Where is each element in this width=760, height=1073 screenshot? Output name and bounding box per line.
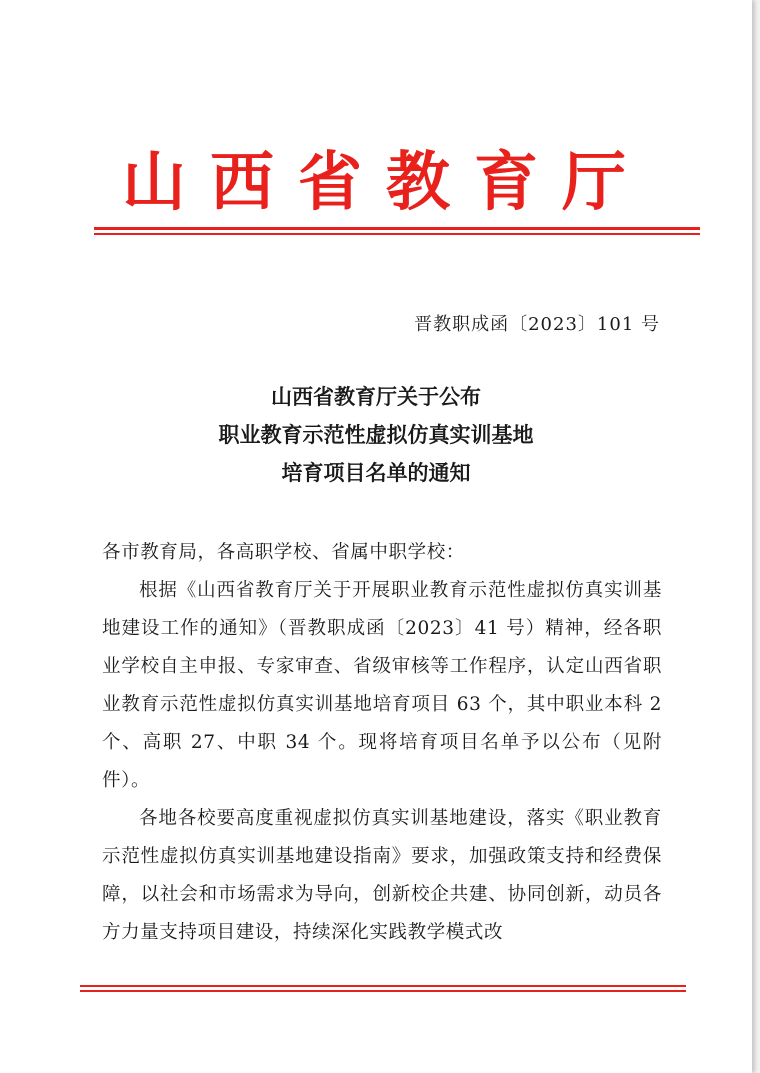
masthead-title: 山西省教育厅	[122, 146, 650, 220]
page-bottom-rule	[80, 985, 686, 987]
document-number: 晋教职成函〔2023〕101 号	[414, 314, 660, 335]
body-paragraph-1: 根据《山西省教育厅关于开展职业教育示范性虚拟仿真实训基地建设工作的通知》（晋教职成函〔2023〕41 号）精神，经各职业学校自主申报、专家审查、省级审核等工作程序，认定山西省职业教育示范性虚拟仿真实训基地培育项目 63 个，其中职业本科 2 个、高职 27、中职 34 个。现将培育项目名单予以公布（见附件）。	[102, 580, 662, 791]
title-line-3: 培育项目名单的通知	[281, 460, 471, 485]
masthead-thick-rule	[94, 227, 700, 230]
document-title	[0, 378, 752, 492]
salutation: 各市教育局，各高职学校、省属中职学校：	[102, 542, 465, 563]
document-body	[102, 534, 662, 952]
body-paragraph-2: 各地各校要高度重视虚拟仿真实训基地建设，落实《职业教育示范性虚拟仿真实训基地建设指南》要求，加强政策支持和经费保障，以社会和市场需求为导向，创新校企共建、协同创新，动员各方力量支持项目建设，持续深化实践教学模式改	[102, 808, 662, 943]
title-line-2: 职业教育示范性虚拟仿真实训基地	[218, 422, 534, 447]
page-bottom-rule-2	[80, 990, 686, 992]
title-line-1: 山西省教育厅关于公布	[271, 384, 481, 409]
masthead-thin-rule	[94, 233, 700, 235]
